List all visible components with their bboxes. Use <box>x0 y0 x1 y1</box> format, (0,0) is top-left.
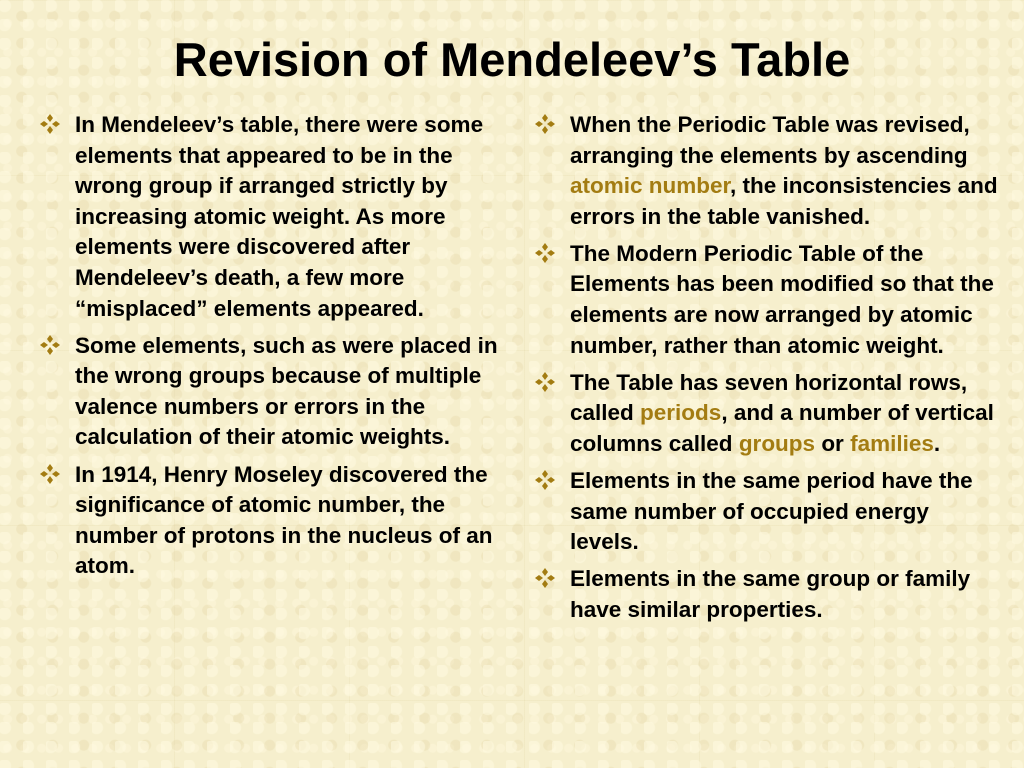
list-item <box>531 564 1001 625</box>
diamond-bullet-icon <box>39 463 61 485</box>
highlighted-term-families: families <box>850 430 934 456</box>
list-item <box>36 331 506 453</box>
slide-title: Revision of Mendeleev’s Table <box>173 33 851 86</box>
diamond-bullet-icon <box>39 334 61 356</box>
bullet-text: In 1914, Henry Moseley discovered the significance of atomic number, the number of protons in the nucleus of an atom. <box>75 461 493 579</box>
bullet-text-start: The Table has seven horizontal rows, called <box>570 369 968 426</box>
diamond-bullet-icon <box>39 113 61 135</box>
bullet-text: In Mendeleev’s table, there were some elements that appeared to be in the wrong group if arranged strictly by increasing atomic weight. As more elements were discovered after Mendeleev’s death, a few more “misplaced” elements appeared. <box>75 112 484 321</box>
list-item <box>531 466 1001 558</box>
diamond-bullet-icon <box>534 567 556 589</box>
bullet-text: Some elements, such as were placed in the wrong groups because of multiple valence numbers or errors in the calculation of their atomic weights. <box>75 332 498 450</box>
bullet-text: Elements in the same period have the same number of occupied energy levels. <box>570 468 973 555</box>
bullet-text-joiner: or <box>815 430 851 456</box>
list-item <box>531 239 1001 361</box>
bullet-text-end: , the inconsistencies and errors in the table vanished. <box>570 173 998 229</box>
diamond-bullet-icon <box>534 371 556 393</box>
bullet-text: Elements in the same group or family have similar properties. <box>570 566 971 622</box>
bullet-text-middle: , and a number of vertical columns called <box>570 400 994 456</box>
list-item <box>36 110 506 324</box>
left-column <box>36 110 506 588</box>
list-item <box>531 110 1001 232</box>
highlighted-term-periods: periods <box>640 400 722 426</box>
bullet-text-end: . <box>933 430 941 456</box>
list-item <box>36 460 506 582</box>
highlighted-term-atomic-number: atomic number <box>570 173 731 199</box>
diamond-bullet-icon <box>534 113 556 135</box>
bullet-text: The Modern Periodic Table of the Elements has been modified so that the elements are now arranged by atomic number, rather than atomic weight. <box>570 240 994 358</box>
bullet-text-start: When the Periodic Table was revised, arranging the elements by ascending <box>570 112 970 168</box>
diamond-bullet-icon <box>534 242 556 264</box>
highlighted-term-groups: groups <box>738 430 816 456</box>
diamond-bullet-icon <box>534 469 556 491</box>
right-column <box>531 110 1001 632</box>
list-item <box>531 368 1001 460</box>
